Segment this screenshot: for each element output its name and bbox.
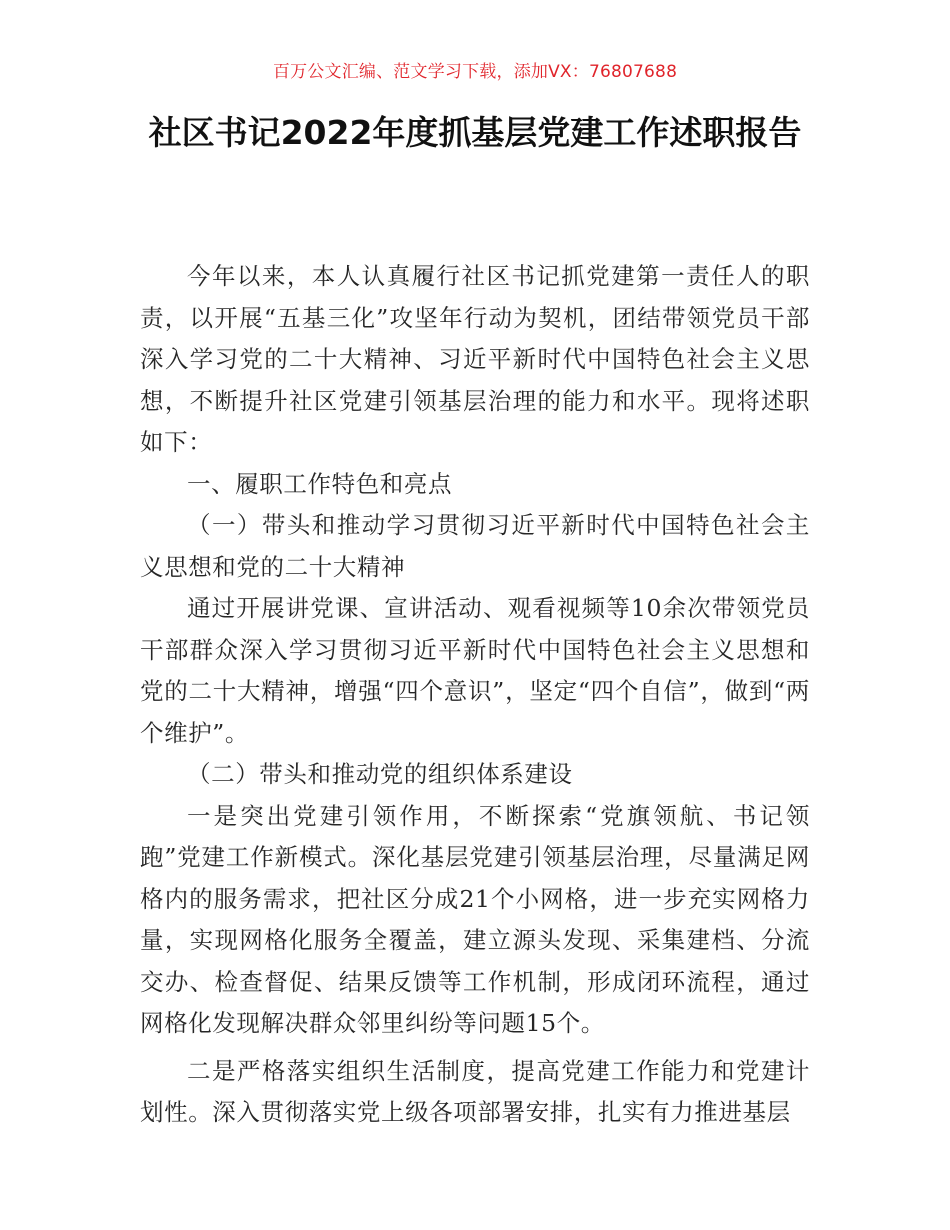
subsection-heading-2: （二）带头和推动党的组织体系建设 <box>187 760 573 788</box>
body-paragraph: 二是严格落实组织生活制度，提高党建工作能力和党建计划性。深入贯彻落实党上级各项部署安排，扎实有力推进基层 <box>140 1056 810 1126</box>
body-paragraph: 通过开展讲党课、宣讲活动、观看视频等10余次带领党员干部群众深入学习贯彻习近平新时代中国特色社会主义思想和党的二十大精神，增强“四个意识”，坚定“四个自信”，做到“两个维护”。 <box>140 594 810 747</box>
intro-paragraph: 今年以来，本人认真履行社区书记抓党建第一责任人的职责，以开展“五基三化”攻坚年行动为契机，团结带领党员干部深入学习党的二十大精神、习近平新时代中国特色社会主义思想，不断提升社区党建引领基层治理的能力和水平。现将述职如下： <box>140 262 810 456</box>
section-heading-1: 一、履职工作特色和亮点 <box>187 469 453 498</box>
subsection-heading-1: （一）带头和推动学习贯彻习近平新时代中国特色社会主义思想和党的二十大精神 <box>140 511 810 581</box>
header-watermark-note: 百万公文汇编、范文学习下载，添加VX：76807688 <box>272 62 678 82</box>
body-paragraph: 一是突出党建引领作用，不断探索“党旗领航、书记领跑”党建工作新模式。深化基层党建引领基层治理，尽量满足网格内的服务需求，把社区分成21个小网格，进一步充实网格力量，实现网格化服务全覆盖，建立源头发现、采集建档、分流交办、检查督促、结果反馈等工作机制，形成闭环流程，通过网格化发现解决群众邻里纠纷等问题15个。 <box>140 801 810 1037</box>
document-body <box>140 256 810 1134</box>
document-title: 社区书记2022年度抓基层党建工作述职报告 <box>148 113 802 152</box>
